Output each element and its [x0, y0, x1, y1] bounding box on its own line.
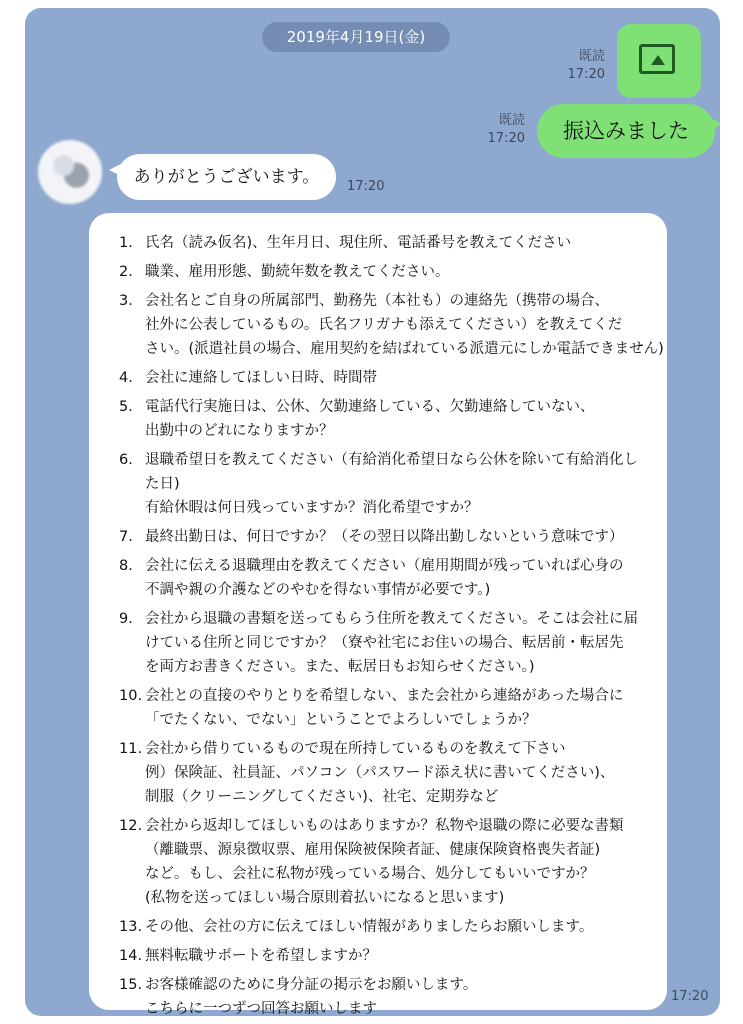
questionnaire-item — [119, 554, 653, 602]
questionnaire-item — [119, 289, 664, 361]
item-line: 会社から退職の書類を送ってもらう住所を教えてください。そこは会社に届 — [145, 611, 638, 627]
item-number: 5. — [119, 399, 133, 415]
questionnaire-item — [119, 973, 653, 1016]
item-text — [145, 737, 653, 809]
item-line: た日) — [145, 476, 180, 492]
item-line: 不調や親の介護などのやむを得ない事情が必要です。) — [145, 582, 491, 598]
item-text — [145, 260, 653, 284]
questionnaire-item — [119, 448, 653, 520]
questionnaire-item — [119, 737, 653, 809]
item-number: 15. — [119, 977, 143, 993]
questionnaire-item — [119, 366, 653, 390]
questionnaire-item — [119, 915, 653, 939]
item-number: 11. — [119, 741, 143, 757]
questionnaire-bubble[interactable] — [89, 213, 667, 1016]
item-line: 制服（クリーニングしてください)、社宅、定期券など — [145, 789, 499, 805]
item-text — [145, 525, 653, 549]
item-line: 職業、雇用形態、勤続年数を教えてください。 — [145, 264, 450, 280]
item-number: 4. — [119, 370, 133, 386]
item-line: 会社から借りているもので現在所持しているものを教えて下さい — [145, 741, 566, 757]
item-line: (私物を送ってほしい場合原則着払いになると思います) — [145, 890, 505, 906]
item-line: など。もし、会社に私物が残っている場合、処分してもいいですか？ — [145, 866, 595, 882]
item-line: 最終出勤日は、何日ですか？（その翌日以降出勤しないという意味です） — [145, 529, 624, 545]
item-line: 「でたくない、でない」ということでよろしいでしょうか？ — [145, 712, 537, 728]
item-text — [145, 814, 653, 910]
image-message-bubble[interactable] — [617, 24, 701, 98]
read-receipt: 既読 — [578, 49, 605, 64]
item-line: 会社から返却してほしいものはありますか？私物や退職の際に必要な書類 — [145, 818, 624, 834]
image-icon — [639, 44, 675, 74]
item-number: 1. — [119, 235, 133, 251]
item-line: 氏名（読み仮名)、生年月日、現住所、電話番号を教えてください — [145, 235, 572, 251]
questionnaire-item — [119, 231, 653, 255]
message-meta-1 — [543, 48, 605, 84]
item-text — [145, 554, 653, 602]
item-text — [145, 607, 653, 679]
questionnaire-time: 17:20 — [671, 989, 709, 1004]
questionnaire-item — [119, 525, 653, 549]
item-line: 電話代行実施日は、公休、欠勤連絡している、欠勤連絡していない、 — [145, 399, 595, 415]
item-text — [145, 448, 653, 520]
item-number: 2. — [119, 264, 133, 280]
avatar[interactable] — [38, 140, 102, 204]
date-separator: 2019年4月19日(金) — [262, 22, 450, 52]
item-line: けている住所と同じですか？（寮や社宅にお住いの場合、転居前・転居先 — [145, 635, 624, 651]
item-line: 会社との直接のやりとりを希望しない、また会社から連絡があった場合に — [145, 688, 624, 704]
item-number: 14. — [119, 948, 143, 964]
item-text — [145, 684, 653, 732]
item-text — [145, 395, 653, 443]
item-text — [145, 973, 653, 1016]
item-line: を両方お書きください。また、転居日もお知らせください。) — [145, 659, 535, 675]
item-number: 3. — [119, 293, 133, 309]
questionnaire-item — [119, 944, 653, 968]
questionnaire-item — [119, 607, 653, 679]
item-line: 無料転職サポートを希望しますか？ — [145, 948, 377, 964]
item-text — [145, 289, 664, 361]
item-line: 会社名とご自身の所属部門、勤務先（本社も）の連絡先（携帯の場合、 — [145, 293, 609, 309]
item-line: 有給休暇は何日残っていますか？消化希望ですか？ — [145, 500, 479, 516]
item-line: こちらに一つずつ回答お願いします — [145, 1001, 377, 1016]
message-meta-2 — [463, 112, 525, 148]
item-text — [145, 366, 653, 390]
item-line: その他、会社の方に伝えてほしい情報がありましたらお願いします。 — [145, 919, 594, 935]
item-line: お客様確認のために身分証の掲示をお願いします。 — [145, 977, 478, 993]
questionnaire-item — [119, 814, 653, 910]
item-number: 12. — [119, 818, 143, 834]
item-number: 13. — [119, 919, 143, 935]
questionnaire-item — [119, 684, 653, 732]
chat-window — [25, 8, 720, 1016]
questionnaire-list — [119, 231, 664, 1016]
item-line: 会社に連絡してほしい日時、時間帯 — [145, 370, 377, 386]
item-number: 6. — [119, 452, 133, 468]
item-number: 10. — [119, 688, 143, 704]
message-time: 17:20 — [487, 131, 525, 146]
sent-text-bubble[interactable]: 振込みました — [537, 104, 715, 158]
read-receipt: 既読 — [498, 113, 525, 128]
item-line: 会社に伝える退職理由を教えてください（雇用期間が残っていれば心身の — [145, 558, 624, 574]
message-time-3: 17:20 — [347, 179, 385, 194]
item-line: 社外に公表しているもの。氏名フリガナも添えてください）を教えてくだ — [145, 317, 623, 333]
item-line: さい。(派遣社員の場合、雇用契約を結ばれている派遣元にしか電話できません) — [145, 341, 664, 357]
item-number: 8. — [119, 558, 133, 574]
message-time: 17:20 — [567, 67, 605, 82]
questionnaire-item — [119, 260, 653, 284]
item-line: 出勤中のどれになりますか？ — [145, 423, 334, 439]
item-line: 退職希望日を教えてください（有給消化希望日なら公休を除いて有給消化し — [145, 452, 638, 468]
item-number: 9. — [119, 611, 133, 627]
received-text-bubble[interactable]: ありがとうございます。 — [117, 154, 336, 200]
item-line: （離職票、源泉徴収票、雇用保険被保険者証、健康保険資格喪失者証) — [145, 842, 601, 858]
item-number: 7. — [119, 529, 133, 545]
item-line: 例）保険証、社員証、パソコン（パスワード添え状に書いてください)、 — [145, 765, 615, 781]
item-text — [145, 944, 653, 968]
questionnaire-item — [119, 395, 653, 443]
item-text — [145, 231, 653, 255]
item-text — [145, 915, 653, 939]
